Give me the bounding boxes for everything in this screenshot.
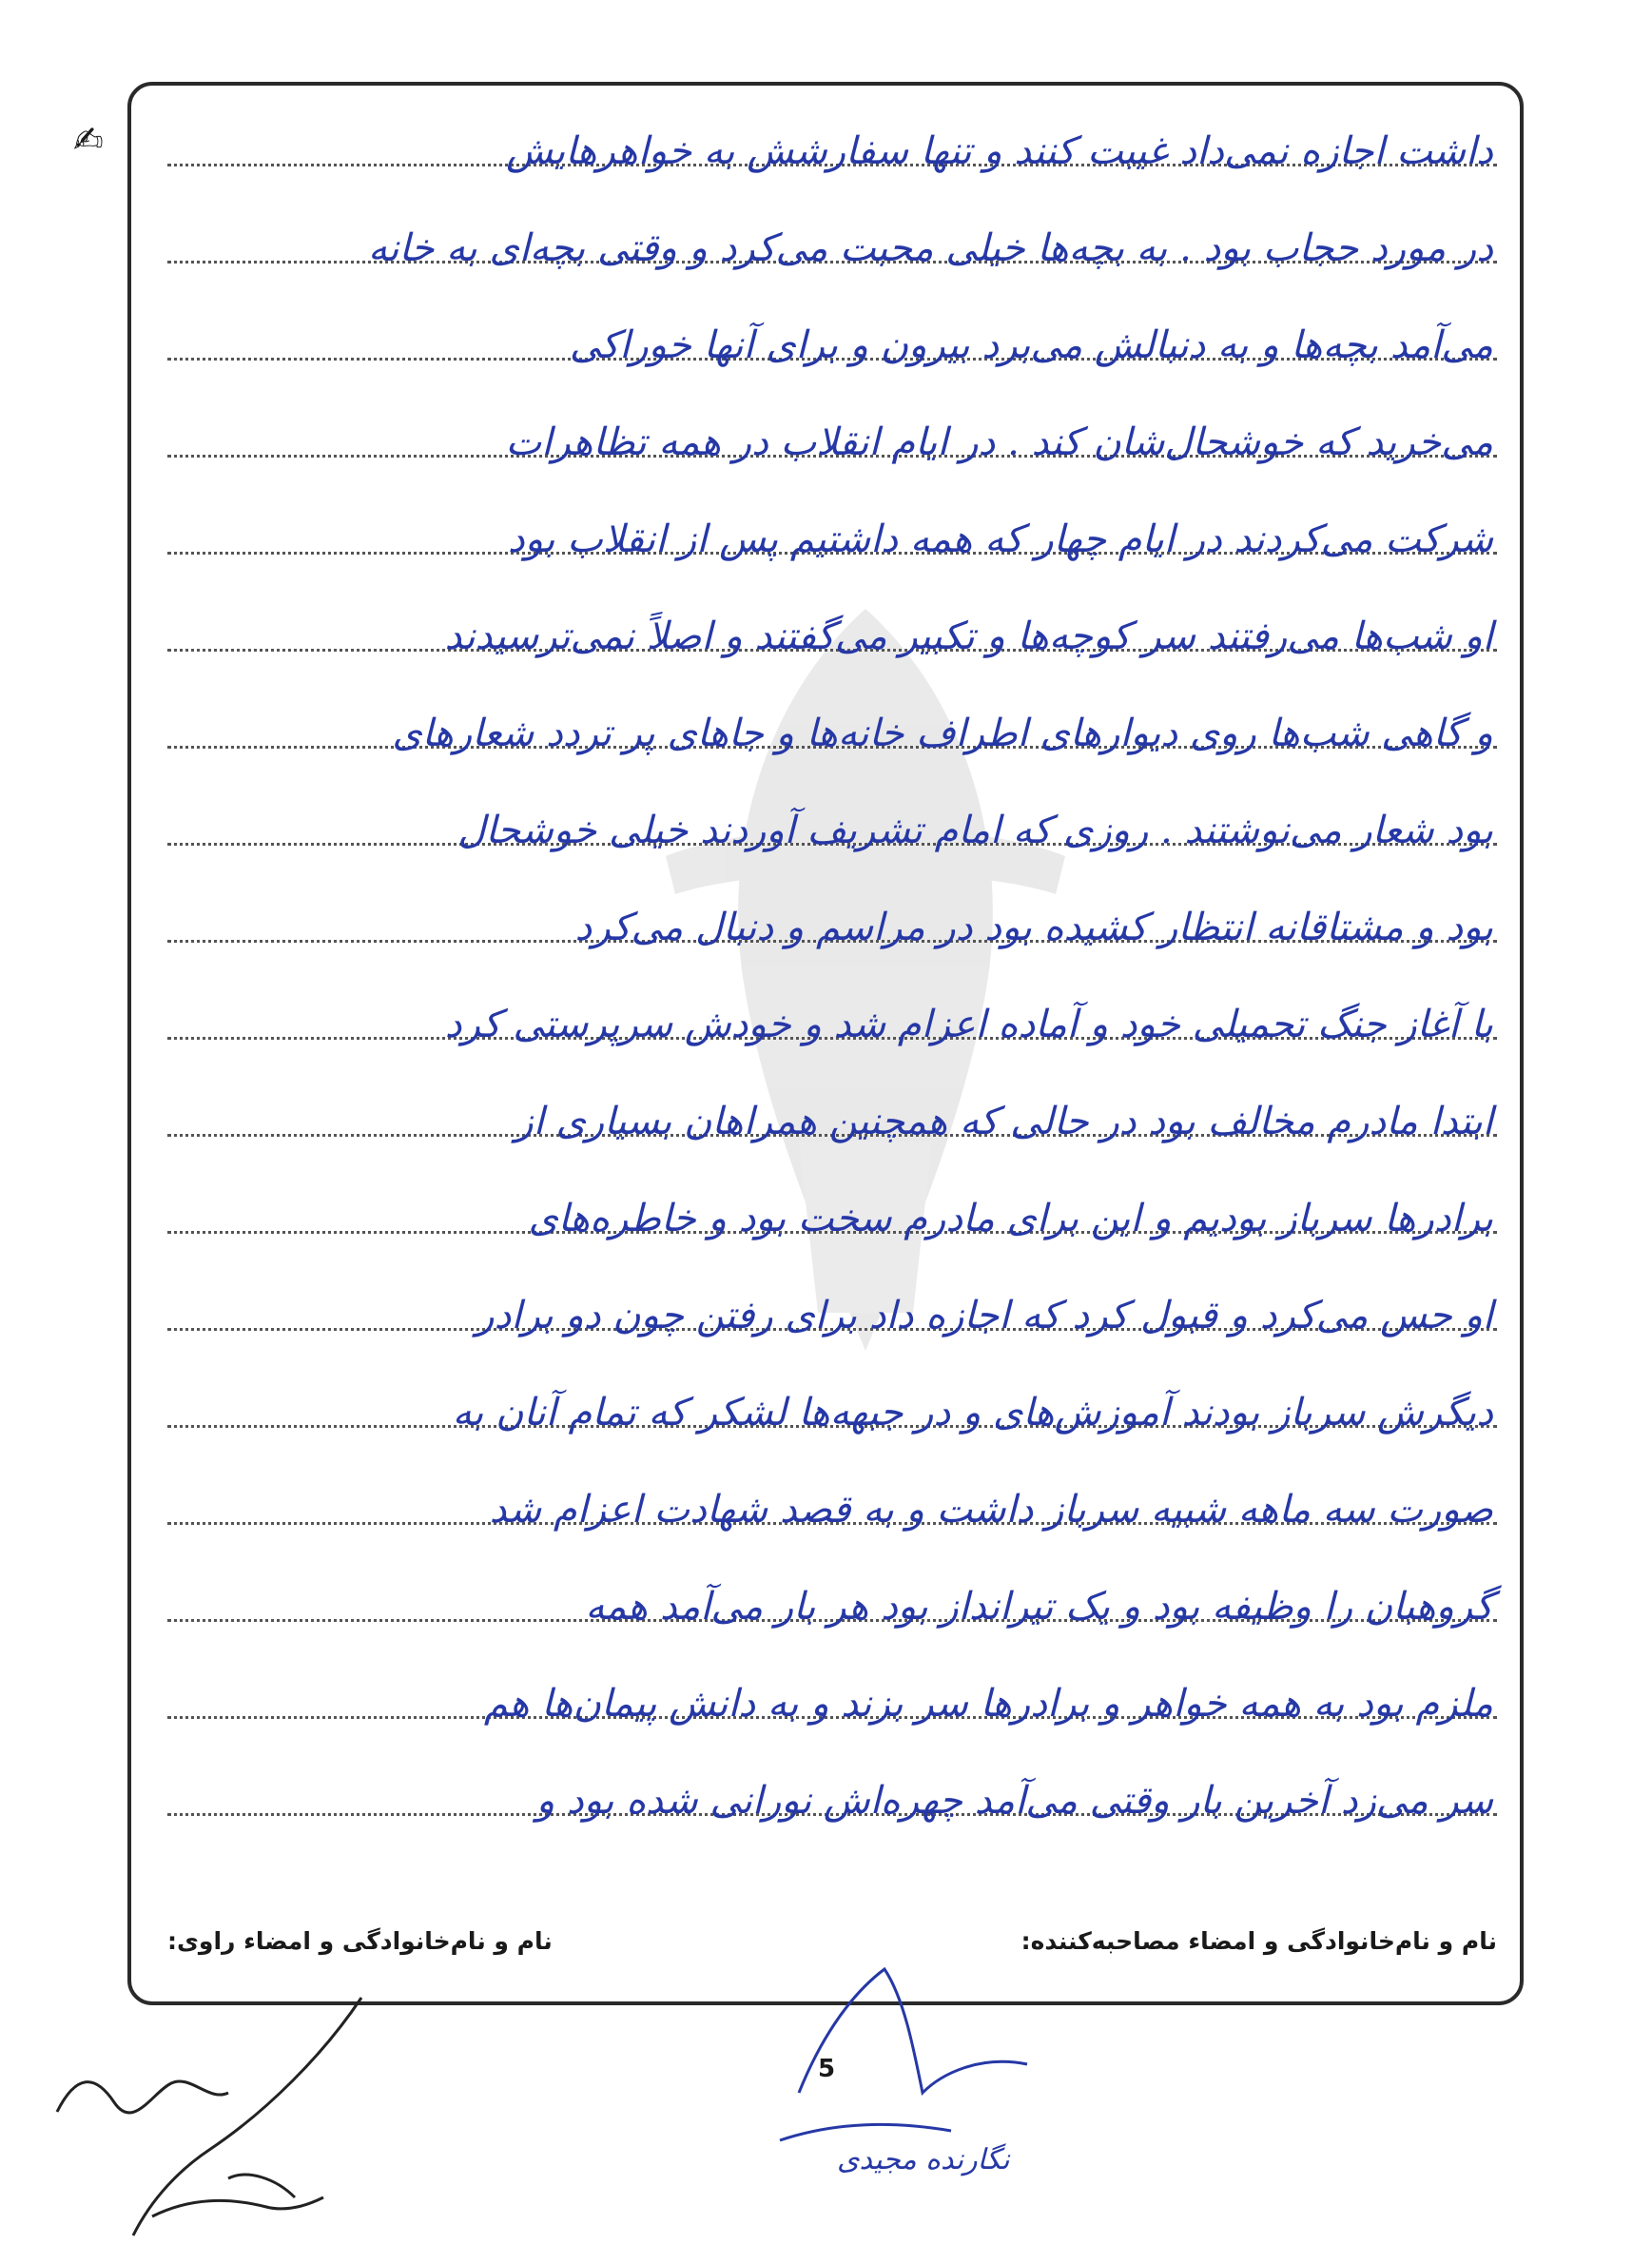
handwritten-line: ابتدا مادرم مخالف بود در حالی که همچنین همراهان بسیاری از — [515, 1100, 1493, 1143]
handwritten-line: ملزم بود به همه خواهر و برادرها سر بزند و به دانش پیمان‌ها هم — [483, 1682, 1493, 1726]
handwritten-line: دیگرش سرباز بودند آموزش‌های و در جبهه‌ها لشکر که تمام آنان به — [452, 1391, 1493, 1435]
handwritten-line: صورت سه ماهه شبیه سرباز داشت و به قصد شهادت اعزام شد — [489, 1488, 1493, 1532]
handwritten-line: در مورد حجاب بود . به بچه‌ها خیلی محبت می‌کرد و وقتی بچه‌ای به خانه — [367, 226, 1493, 270]
handwritten-line: سر می‌زد آخرین بار وقتی می‌آمد چهره‌اش نورانی شده بود و — [535, 1779, 1493, 1823]
handwritten-body — [143, 103, 1493, 1844]
handwritten-line: داشت اجازه نمی‌داد غیبت کنند و تنها سفارشش به خواهرهایش — [506, 129, 1493, 173]
handwritten-line: برادرها سرباز بودیم و این برای مادرم سخت بود و خاطره‌های — [528, 1197, 1493, 1240]
handwritten-line: می‌آمد بچه‌ها و به دنبالش می‌برد بیرون و برای آنها خوراکی — [569, 323, 1493, 367]
handwritten-line: با آغاز جنگ تحمیلی خود و آماده اعزام شد و خودش سرپرستی کرد — [444, 1003, 1493, 1046]
page-number: 5 — [818, 2055, 836, 2083]
handwritten-line: بود شعار می‌نوشتند . روزی که امام تشریف آوردند خیلی خوشحال — [457, 809, 1493, 852]
pencil-icon: ✍ — [73, 119, 104, 161]
handwritten-line: گروهبان را وظیفه بود و یک تیرانداز بود هر بار می‌آمد همه — [585, 1585, 1493, 1629]
interviewer-name-handwriting: نگارنده مجیدی — [837, 2143, 1010, 2176]
signature-interviewer — [761, 1960, 1046, 2176]
handwritten-line: و گاهی شب‌ها روی دیوارهای اطراف خانه‌ها و جاهای پر تردد شعارهای — [392, 712, 1493, 755]
handwritten-line: بود و مشتاقانه انتظار کشیده بود در مراسم و دنبال می‌کرد — [574, 906, 1493, 949]
interviewer-signature-label: نام و نام‌خانوادگی و امضاء مصاحبه‌کننده: — [1020, 1927, 1497, 1955]
handwritten-line: می‌خرید که خوشحال‌شان کند . در ایام انقلاب در همه تظاهرات — [505, 420, 1493, 464]
signature-narrator — [38, 1979, 418, 2264]
narrator-signature-label: نام و نام‌خانوادگی و امضاء راوی: — [167, 1927, 553, 1955]
handwritten-line: او شب‌ها می‌رفتند سر کوچه‌ها و تکبیر می‌گفتند و اصلاً نمی‌ترسیدند — [444, 615, 1493, 658]
handwritten-line: شرکت می‌کردند در ایام چهار که همه داشتیم پس از انقلاب بود — [507, 517, 1493, 561]
handwritten-line: او حس می‌کرد و قبول کرد که اجازه داد برای رفتن چون دو برادر — [476, 1294, 1493, 1337]
